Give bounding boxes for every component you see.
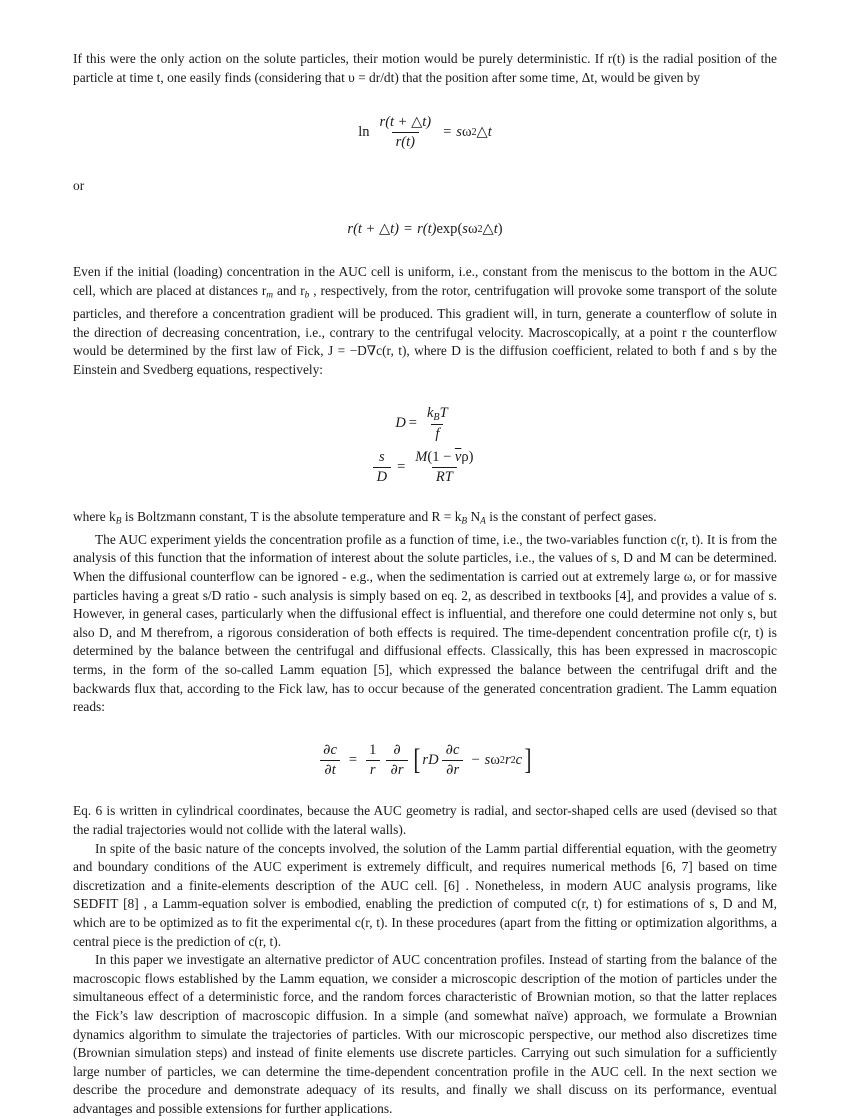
eq3-denominator: f xyxy=(431,424,443,443)
eq5-partial-op-den-r: r xyxy=(397,761,404,778)
eq5-c-var: c xyxy=(515,751,523,768)
eq4-v-bar: $\overline{v}$ xyxy=(454,449,462,466)
eq3-numerator xyxy=(423,405,452,425)
eq1-numerator: r(t + △t) xyxy=(379,114,432,131)
eq5-one: 1 xyxy=(369,741,377,758)
eq1-exponent: 2 xyxy=(471,127,477,138)
eq5-lhs-denominator xyxy=(320,760,340,779)
eq5-c-num: c xyxy=(330,741,337,758)
eq5-dc-num xyxy=(442,742,464,760)
eq4-M: M xyxy=(415,449,428,466)
eq5-dc-den-d: ∂ xyxy=(445,761,454,778)
eq5-dc-den-r: r xyxy=(453,761,460,778)
eq4-close: ) xyxy=(468,449,474,466)
eq4-rhs-fraction xyxy=(411,449,477,486)
eq5-dc-den xyxy=(442,760,463,779)
eq5-s: s xyxy=(484,751,491,768)
eq4-rhs-numerator xyxy=(411,449,477,467)
eq5-bracket-close: ] xyxy=(524,743,532,776)
eq5-t-den: t xyxy=(331,761,336,778)
equation-2 xyxy=(73,221,777,238)
eq5-partial-op-den xyxy=(386,760,407,779)
eq5-bracket-open: [ xyxy=(412,743,421,776)
eq5-minus: − xyxy=(471,751,480,768)
paragraph-2-part-c: , respectively, from the rotor, centrifugation will provoke some transport of the solute particles, and therefore a concentration gradient will be produced. This gradient will, in turn, generate a counterflow of solute in the direction of decreasing concentration, i.e., contrary to the centrifugal velocity. Macroscopically, at a point r the counterflow would be determined by the first law of Fick, J = −D∇c(r, t), where D is the diffusion coefficient, related to both f and s by the Einstein and Svedberg equations, respectively: xyxy=(73,283,777,377)
eq5-omega: ω xyxy=(490,751,500,768)
eq5-d-dr xyxy=(386,742,407,779)
eq1-ln: ln xyxy=(358,124,370,140)
equation-1 xyxy=(73,114,777,151)
eq5-partial-den: ∂ xyxy=(324,761,332,778)
eq3-T: T xyxy=(439,404,448,421)
eq5-lhs-fraction xyxy=(319,742,341,779)
eq2-exponent: 2 xyxy=(477,224,483,236)
eq4-rho: ρ xyxy=(461,449,469,466)
eq5-omega-exponent: 2 xyxy=(499,754,505,766)
paragraph-7: In this paper we investigate an alternative predictor of AUC concentration profiles. Instead of starting from the balance of the macroscopic flows established by the Lamm equation, we consider a microscopic description of the motion of particles under the simultaneous effect of a deterministic force, and the random forces characteristic of Brownian motion, so that the latter replaces the Fick’s law description of macroscopic diffusion. In a simple (and somewhat naïve) approach, we formulate a Brownian dynamics algorithm to simulate the trajectories of particles. With our microscopic perspective, our method also discretizes time (Brownian simulation steps) and instead of finite elements use discrete particles. Carrying out such simulation for a sufficiently large number of particles, we can determine the time-dependent concentration profile in the AUC cell. In the next section we describe the procedure and demonstrate adequacy of its results, and finally we shall discuss on its performance, eventual advantages and possible extensions for further applications. xyxy=(73,952,777,1116)
eq5-lhs-numerator xyxy=(319,742,341,760)
eq1-delta-t: △t xyxy=(476,124,492,140)
eq5-r: r xyxy=(366,760,380,779)
eq3-fraction xyxy=(423,405,452,443)
eq5-r-var: r xyxy=(504,751,511,768)
eq1-denominator: r(t) xyxy=(392,132,419,151)
eq2-open-paren: ( xyxy=(457,221,463,238)
eq5-one-over-r xyxy=(365,742,380,779)
eq2-delta-t: △t xyxy=(482,221,498,238)
or-line: or xyxy=(73,177,85,193)
eq4-lhs-fraction xyxy=(373,449,391,486)
paragraph-3-part-b: is Boltzmann constant, T is the absolute temperature and R = k xyxy=(121,508,462,524)
eq1-equals: = xyxy=(443,124,452,140)
paragraph-3-subscript-B2: B xyxy=(461,516,468,527)
equation-group-einstein-svedberg xyxy=(73,405,777,486)
paragraph-2-subscript-b: b xyxy=(304,290,310,301)
eq5-partial-op-den-d: ∂ xyxy=(390,761,398,778)
eq2-close-paren: ) xyxy=(497,221,503,238)
eq5-dc-dr xyxy=(442,742,464,779)
eq5-partial-num: ∂ xyxy=(322,741,331,758)
equation-3 xyxy=(395,405,454,443)
eq3-k: k xyxy=(426,404,434,421)
paragraph-4: The AUC experiment yields the concentration profile as a function of time, i.e., the two-variables function c(r, t). It is from the analysis of this function that the information of interest about the solute particles, i.e., the values of s, D and M can be determined. When the diffusional counterflow can be ignored - e.g., when the sedimentation is carried out at extremely large ω, or for massive particles having a great s/D ratio - such analysis is simply based on eq. 2, as described in textbooks [4], and provides a value of s. However, in general cases, particularly when the diffusional effect is influential, and therefore one could determine not only s, but also D, and M therefrom, a rigorous consideration of both effects is required. The time-dependent concentration profile c(r, t) is determined by the balance between the centrifugal and diffusional effects. Classically, this has been expressed in macroscopic terms, in the form of the so-called Lamm equation [5], which expressed the balance between the centrifugal drift and the backwards flux that, according to the Fick law, has to occur because of the generated concentration gradient. The Lamm equation reads: xyxy=(73,531,777,715)
eq2-rt: r(t) xyxy=(417,221,437,238)
eq3-D: D xyxy=(395,415,406,432)
equation-4 xyxy=(370,449,481,486)
eq2-s: s xyxy=(462,221,468,238)
paragraph-6: In spite of the basic nature of the concepts involved, the solution of the Lamm partial differential equation, with the geometry and boundary conditions of the AUC experiment is extremely difficult, and requires numerical methods [6, 7] based on time discretization and a finite-elements description of the AUC cell. [6] . Nonetheless, in modern AUC analysis programs, like SEDFIT [8] , a Lamm-equation solver is embodied, enabling the prediction of computed c(r, t) for estimations of s, D and M, which are to be optimized as to fit the experimental c(r, t). In these procedures (apart from the fitting or optimization algorithms, a central piece is the prediction of c(r, t). xyxy=(73,840,777,949)
paragraph-3-subscript-B1: B xyxy=(115,516,122,527)
eq4-lhs-denominator: D xyxy=(373,467,391,486)
eq1-s: s xyxy=(456,124,462,140)
paragraph-3-part-a: where k xyxy=(73,508,116,524)
equation-5-lamm xyxy=(73,742,777,779)
paragraph-3 xyxy=(73,508,777,531)
paragraph-2-part-a: Even if the initial (loading) concentration in the AUC cell is uniform, i.e., constant from the meniscus to the bottom in the AUC cell, which are placed at distances r xyxy=(73,264,777,298)
paragraph-2-part-b: and r xyxy=(273,283,305,298)
eq3-equals: = xyxy=(408,415,417,432)
paragraph-3-part-d: is the constant of perfect gases. xyxy=(485,508,657,524)
paragraph-5: Eq. 6 is written in cylindrical coordinates, because the AUC geometry is radial, and sector-shaped cells are used (devised so that the radial trajectories would not collide with the lateral walls). xyxy=(73,803,777,838)
eq5-dc-num-c: c xyxy=(453,741,460,758)
eq5-dc-num-d: ∂ xyxy=(445,741,454,758)
eq1-omega: ω xyxy=(461,124,472,140)
eq2-exp: exp xyxy=(436,221,458,238)
paragraph-3-subscript-A: A xyxy=(480,516,486,527)
paragraph-1: If this were the only action on the solute particles, their motion would be purely deterministic. If r(t) is the radial position of the particle at time t, one easily finds (considering that υ = dr/dt) that the position after some time, Δt, would be given by xyxy=(73,51,777,85)
eq4-equals: = xyxy=(397,458,406,475)
eq5-partial-op-num: ∂ xyxy=(393,741,401,758)
eq4-rhs-denominator: RT xyxy=(432,467,457,486)
eq1-fraction xyxy=(376,114,436,151)
eq2-lhs: r(t + △t) xyxy=(347,221,399,238)
eq4-open: (1 − xyxy=(427,449,455,466)
eq3-k-subscript: B xyxy=(433,411,440,423)
eq2-omega: ω xyxy=(467,221,478,238)
eq5-r-exponent: 2 xyxy=(510,754,516,766)
paragraph-3-part-c: N xyxy=(467,508,481,524)
eq2-equals: = xyxy=(403,221,413,238)
eq5-rD: rD xyxy=(422,751,439,768)
eq5-equals: = xyxy=(348,751,358,768)
paragraph-2-subscript-m: m xyxy=(266,290,274,301)
paragraph-2 xyxy=(73,263,777,379)
eq4-lhs-numerator: s xyxy=(379,449,385,466)
